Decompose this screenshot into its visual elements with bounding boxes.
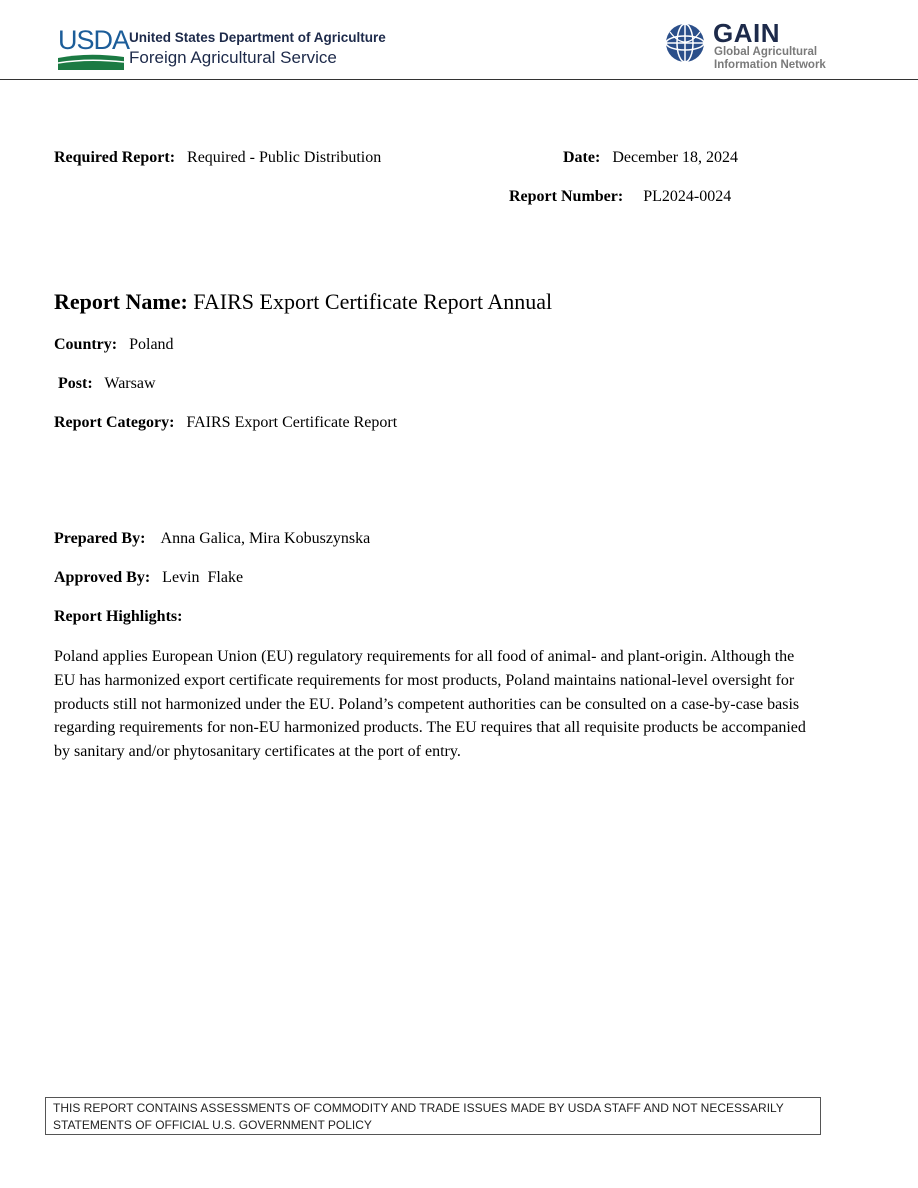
report-highlights-label: Report Highlights: [54,608,183,625]
agency-name-line1: United States Department of Agriculture [129,30,386,45]
gain-subtitle-line2: Information Network [714,59,826,71]
required-report-value: Required - Public Distribution [187,149,382,166]
report-category-field [54,413,397,433]
header-divider [0,79,918,80]
prepared-by-field [54,529,370,549]
post-value: Warsaw [104,375,156,392]
report-number-field [509,187,731,207]
prepared-by-label: Prepared By: [54,530,146,547]
gain-subtitle-line1: Global Agricultural [714,46,818,58]
approved-by-value: Levin Flake [162,569,244,586]
report-number-label: Report Number: [509,188,624,205]
report-name-field [54,289,552,315]
country-value: Poland [129,336,174,353]
report-highlights-text: Poland applies European Union (EU) regulatory requirements for all food of animal- and plant-origin. Although the EU has harmonized export certificate requirements for most products, Poland maintains national-level oversight for products still not harmonized under the EU. Poland’s competent authorities can be consulted on a case-by-case basis regarding requirements for non-EU harmonized products. The EU requires that all requisite products be accompanied by sanitary and/or phytosanitary certificates at the port of entry. [54,648,806,761]
usda-swoosh-icon [58,54,124,70]
approved-by-field [54,568,243,588]
gain-logo-text: GAIN [713,18,780,48]
usda-logo [58,25,130,72]
date-label: Date: [563,149,601,166]
report-name-label: Report Name: [54,289,188,314]
usda-logo-text: USDA [58,25,130,55]
prepared-by-value: Anna Galica, Mira Kobuszynska [160,530,371,547]
agency-name-line2: Foreign Agricultural Service [129,48,337,67]
report-number-value: PL2024-0024 [643,188,732,205]
required-report-field [54,148,381,168]
date-field [563,148,738,168]
report-category-label: Report Category: [54,414,175,431]
date-value: December 18, 2024 [612,149,739,166]
report-name-value: FAIRS Export Certificate Report Annual [193,289,553,314]
post-label: Post: [58,375,93,392]
report-highlights-heading [54,607,182,627]
globe-icon [664,22,706,64]
disclaimer-box: THIS REPORT CONTAINS ASSESSMENTS OF COMMODITY AND TRADE ISSUES MADE BY USDA STAFF AND NOT NECESSARILY STATEMENTS OF OFFICIAL U.S. GOVERNMENT POLICY [45,1097,821,1135]
report-category-value: FAIRS Export Certificate Report [186,414,398,431]
country-label: Country: [54,336,118,353]
required-report-label: Required Report: [54,149,176,166]
post-field [58,374,156,394]
country-field [54,335,174,355]
approved-by-label: Approved By: [54,569,151,586]
